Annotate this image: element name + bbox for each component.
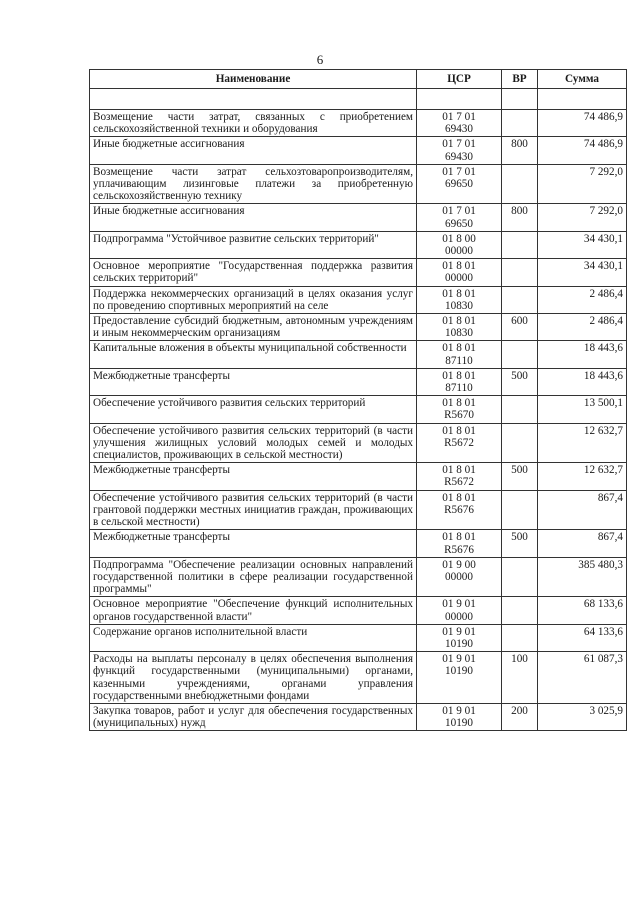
row-name: Предоставление субсидий бюджетным, автономным учреждениям и иным некоммерческим организациям <box>90 314 417 341</box>
table-row <box>90 137 627 164</box>
row-csr <box>417 110 502 137</box>
table-row <box>90 231 627 258</box>
row-vr <box>502 490 538 530</box>
row-sum: 7 292,0 <box>538 164 627 204</box>
table-row <box>90 624 627 651</box>
row-vr: 500 <box>502 368 538 395</box>
row-vr <box>502 341 538 368</box>
row-sum: 3 025,9 <box>538 703 627 730</box>
table-row <box>90 314 627 341</box>
table-row <box>90 396 627 423</box>
row-name: Содержание органов исполнительной власти <box>90 624 417 651</box>
row-csr <box>417 703 502 730</box>
row-csr-program: 01 9 01 <box>442 704 476 717</box>
row-csr <box>417 314 502 341</box>
table-row <box>90 204 627 231</box>
table-row <box>90 530 627 557</box>
row-csr-direction: 00000 <box>445 272 473 285</box>
row-sum: 7 292,0 <box>538 204 627 231</box>
row-name: Основное мероприятие "Государственная поддержка развития сельских территорий" <box>90 259 417 286</box>
row-csr-direction: R5676 <box>444 543 474 556</box>
row-sum: 74 486,9 <box>538 137 627 164</box>
row-csr <box>417 341 502 368</box>
table-row <box>90 164 627 204</box>
row-csr-program: 01 9 00 <box>442 558 476 571</box>
table-row <box>90 703 627 730</box>
row-sum: 64 133,6 <box>538 624 627 651</box>
row-csr-direction: 00000 <box>445 610 473 623</box>
row-vr <box>502 624 538 651</box>
row-sum: 34 430,1 <box>538 259 627 286</box>
table-row <box>90 557 627 597</box>
row-csr-direction: 00000 <box>445 570 473 583</box>
row-csr-program: 01 9 01 <box>442 598 476 611</box>
row-csr-direction: 87110 <box>445 382 473 395</box>
table-row <box>90 368 627 395</box>
table-row <box>90 652 627 704</box>
row-sum: 18 443,6 <box>538 368 627 395</box>
row-csr-program: 01 8 00 <box>442 232 476 245</box>
row-sum: 867,4 <box>538 530 627 557</box>
row-csr-program: 01 8 01 <box>442 397 476 410</box>
row-csr-program: 01 7 01 <box>442 205 476 218</box>
row-csr-direction: R5670 <box>444 409 474 422</box>
row-vr <box>502 423 538 463</box>
row-csr-direction: 69430 <box>445 150 473 163</box>
row-sum: 867,4 <box>538 490 627 530</box>
row-csr-program: 01 8 01 <box>442 315 476 328</box>
row-csr <box>417 286 502 313</box>
row-name: Межбюджетные трансферты <box>90 463 417 490</box>
table-spacer-row <box>90 89 627 110</box>
page-number: 6 <box>316 52 324 67</box>
row-csr-program: 01 7 01 <box>442 111 476 123</box>
row-csr <box>417 368 502 395</box>
row-csr-program: 01 7 01 <box>442 165 476 178</box>
row-vr <box>502 259 538 286</box>
row-name: Межбюджетные трансферты <box>90 368 417 395</box>
row-csr-program: 01 8 01 <box>442 464 476 477</box>
row-csr <box>417 396 502 423</box>
row-csr-direction: R5672 <box>444 436 474 449</box>
row-vr <box>502 231 538 258</box>
row-sum: 13 500,1 <box>538 396 627 423</box>
table-row <box>90 423 627 463</box>
row-vr <box>502 164 538 204</box>
row-name: Подпрограмма "Устойчивое развитие сельских территорий" <box>90 231 417 258</box>
row-csr <box>417 231 502 258</box>
row-csr-direction: 69430 <box>445 123 473 136</box>
row-name: Обеспечение устойчивого развития сельских территорий (в части грантовой поддержки местных инициатив граждан, проживающих в сельской местности) <box>90 490 417 530</box>
row-csr-program: 01 8 01 <box>442 287 476 300</box>
row-csr <box>417 463 502 490</box>
row-csr-program: 01 7 01 <box>442 138 476 151</box>
row-sum: 2 486,4 <box>538 286 627 313</box>
row-csr-direction: 10190 <box>445 637 473 650</box>
row-name: Подпрограмма "Обеспечение реализации основных направлений государственной политики в сфере реализации государственной программы" <box>90 557 417 597</box>
row-name: Возмещение части затрат, связанных с приобретением сельскохозяйственной техники и оборудования <box>90 110 417 137</box>
row-vr <box>502 110 538 137</box>
table-row <box>90 597 627 624</box>
row-vr <box>502 557 538 597</box>
row-csr-program: 01 8 01 <box>442 424 476 437</box>
row-name: Капитальные вложения в объекты муниципальной собственности <box>90 341 417 368</box>
row-sum: 68 133,6 <box>538 597 627 624</box>
row-sum: 12 632,7 <box>538 423 627 463</box>
row-csr-direction: 10190 <box>445 717 473 730</box>
row-csr <box>417 557 502 597</box>
row-csr-program: 01 9 01 <box>442 653 476 666</box>
row-csr-direction: R5676 <box>444 503 474 516</box>
row-csr-direction: 00000 <box>445 245 473 258</box>
row-name: Иные бюджетные ассигнования <box>90 137 417 164</box>
table-header-row <box>90 70 627 89</box>
row-csr-program: 01 9 01 <box>442 625 476 638</box>
row-vr <box>502 396 538 423</box>
row-name: Основное мероприятие "Обеспечение функций исполнительных органов государственной власти" <box>90 597 417 624</box>
row-sum: 74 486,9 <box>538 110 627 137</box>
row-vr <box>502 286 538 313</box>
row-vr: 500 <box>502 530 538 557</box>
budget-table <box>89 69 627 731</box>
row-name: Межбюджетные трансферты <box>90 530 417 557</box>
row-csr-program: 01 8 01 <box>442 369 476 382</box>
row-name: Иные бюджетные ассигнования <box>90 204 417 231</box>
row-sum: 18 443,6 <box>538 341 627 368</box>
table-row <box>90 110 627 137</box>
row-vr: 800 <box>502 137 538 164</box>
row-sum: 61 087,3 <box>538 652 627 704</box>
row-sum: 385 480,3 <box>538 557 627 597</box>
header-name: Наименование <box>90 70 417 89</box>
row-csr-direction: 69650 <box>445 178 473 191</box>
row-vr: 600 <box>502 314 538 341</box>
row-csr-direction: 10830 <box>445 299 473 312</box>
header-vr: ВР <box>502 70 538 89</box>
row-csr <box>417 164 502 204</box>
table-row <box>90 463 627 490</box>
row-csr-program: 01 8 01 <box>442 260 476 273</box>
row-csr-program: 01 8 01 <box>442 342 476 355</box>
row-vr: 200 <box>502 703 538 730</box>
row-sum: 34 430,1 <box>538 231 627 258</box>
row-vr: 100 <box>502 652 538 704</box>
row-csr <box>417 624 502 651</box>
row-csr-direction: 69650 <box>445 217 473 230</box>
row-csr <box>417 137 502 164</box>
row-csr <box>417 530 502 557</box>
table-row <box>90 341 627 368</box>
header-sum: Сумма <box>538 70 627 89</box>
row-csr-program: 01 8 01 <box>442 531 476 544</box>
row-sum: 12 632,7 <box>538 463 627 490</box>
row-csr-direction: 10190 <box>445 665 473 678</box>
row-name: Расходы на выплаты персоналу в целях обеспечения выполнения функций государственными (муниципальными) органами, казенными учреждениями, органами управления государственными внебюджетными фондами <box>90 652 417 704</box>
row-name: Поддержка некоммерческих организаций в целях оказания услуг по проведению спортивных мероприятий на селе <box>90 286 417 313</box>
row-name: Обеспечение устойчивого развития сельских территорий (в части улучшения жилищных условий молодых семей и молодых специалистов, проживающих в сельской местности) <box>90 423 417 463</box>
header-csr: ЦСР <box>417 70 502 89</box>
row-csr <box>417 597 502 624</box>
table-row <box>90 286 627 313</box>
table-row <box>90 259 627 286</box>
row-csr-direction: R5672 <box>444 476 474 489</box>
row-csr <box>417 652 502 704</box>
row-sum: 2 486,4 <box>538 314 627 341</box>
row-csr <box>417 490 502 530</box>
row-csr <box>417 204 502 231</box>
row-csr-program: 01 8 01 <box>442 491 476 504</box>
row-csr-direction: 87110 <box>445 354 473 367</box>
row-csr <box>417 259 502 286</box>
row-name: Возмещение части затрат сельхозтоваропроизводителям, уплачивающим лизинговые платежи за приобретенную сельскохозяйственную технику <box>90 164 417 204</box>
row-vr: 800 <box>502 204 538 231</box>
row-csr-direction: 10830 <box>445 327 473 340</box>
row-name: Закупка товаров, работ и услуг для обеспечения государственных (муниципальных) нужд <box>90 703 417 730</box>
row-csr <box>417 423 502 463</box>
row-name: Обеспечение устойчивого развития сельских территорий <box>90 396 417 423</box>
row-vr <box>502 597 538 624</box>
row-vr: 500 <box>502 463 538 490</box>
table-row <box>90 490 627 530</box>
